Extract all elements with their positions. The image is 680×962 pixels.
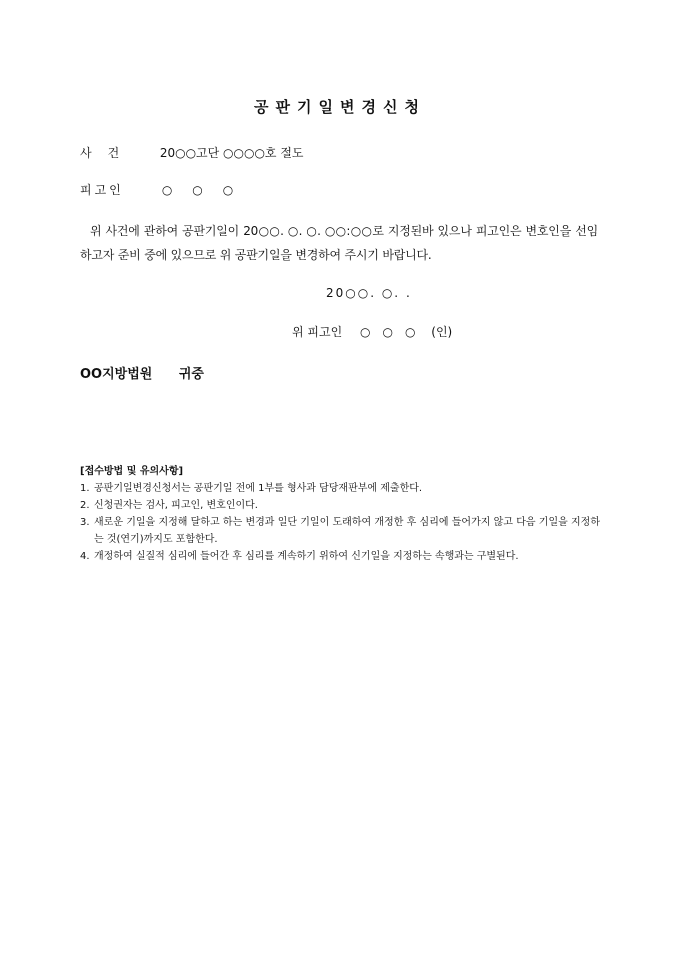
seal-mark: (인) [431, 325, 453, 339]
notes-list [80, 480, 600, 565]
note-item [80, 548, 600, 565]
note-number: 3. [80, 517, 90, 528]
note-text: 개정하여 실질적 심리에 들어간 후 심리를 계속하기 위하여 신기일을 지정하는 속행과는 구별된다. [94, 551, 519, 562]
note-item [80, 514, 600, 548]
applicant-label: 위 피고인 [292, 325, 343, 339]
defendant-row [80, 181, 253, 198]
court-addressee [80, 363, 204, 382]
court-suffix: 귀중 [178, 367, 204, 382]
document-title: 공판기일변경신청 [254, 98, 426, 116]
note-number: 4. [80, 551, 90, 562]
note-item [80, 497, 600, 514]
applicant-line [292, 323, 452, 340]
request-body: 위 사건에 관하여 공판기일이 20○○. ○. ○. ○○:○○로 지정된바 있으나 피고인은 변호인을 선임하고자 준비 중에 있으므로 위 공판기일을 변경하여 주시기 바랍니다. [80, 224, 598, 262]
court-name: OO지방법원 [80, 367, 153, 382]
note-item [80, 480, 600, 497]
note-text: 공판기일변경신청서는 공판기일 전에 1부를 형사과 담당재판부에 제출한다. [94, 483, 423, 494]
notes-title: [접수방법 및 유의사항] [80, 466, 184, 477]
defendant-label: 피고인 [80, 183, 124, 197]
notes-section [80, 463, 600, 565]
applicant-name: ○○○ [360, 325, 428, 339]
case-label: 사건 [80, 146, 136, 160]
filing-date: 20○○. ○. . [326, 286, 412, 300]
case-row [80, 144, 304, 161]
case-value: 20○○고단 ○○○○호 절도 [159, 146, 304, 160]
note-text: 새로운 기일을 지정해 달하고 하는 변경과 일단 기일이 도래하여 개정한 후 심리에 들어가지 않고 다음 기일을 지정하는 것(연기)까지도 포함한다. [94, 517, 600, 545]
note-number: 2. [80, 500, 90, 511]
note-text: 신청권자는 검사, 피고인, 변호인이다. [94, 500, 258, 511]
defendant-value: ○○○ [161, 183, 254, 197]
note-number: 1. [80, 483, 90, 494]
